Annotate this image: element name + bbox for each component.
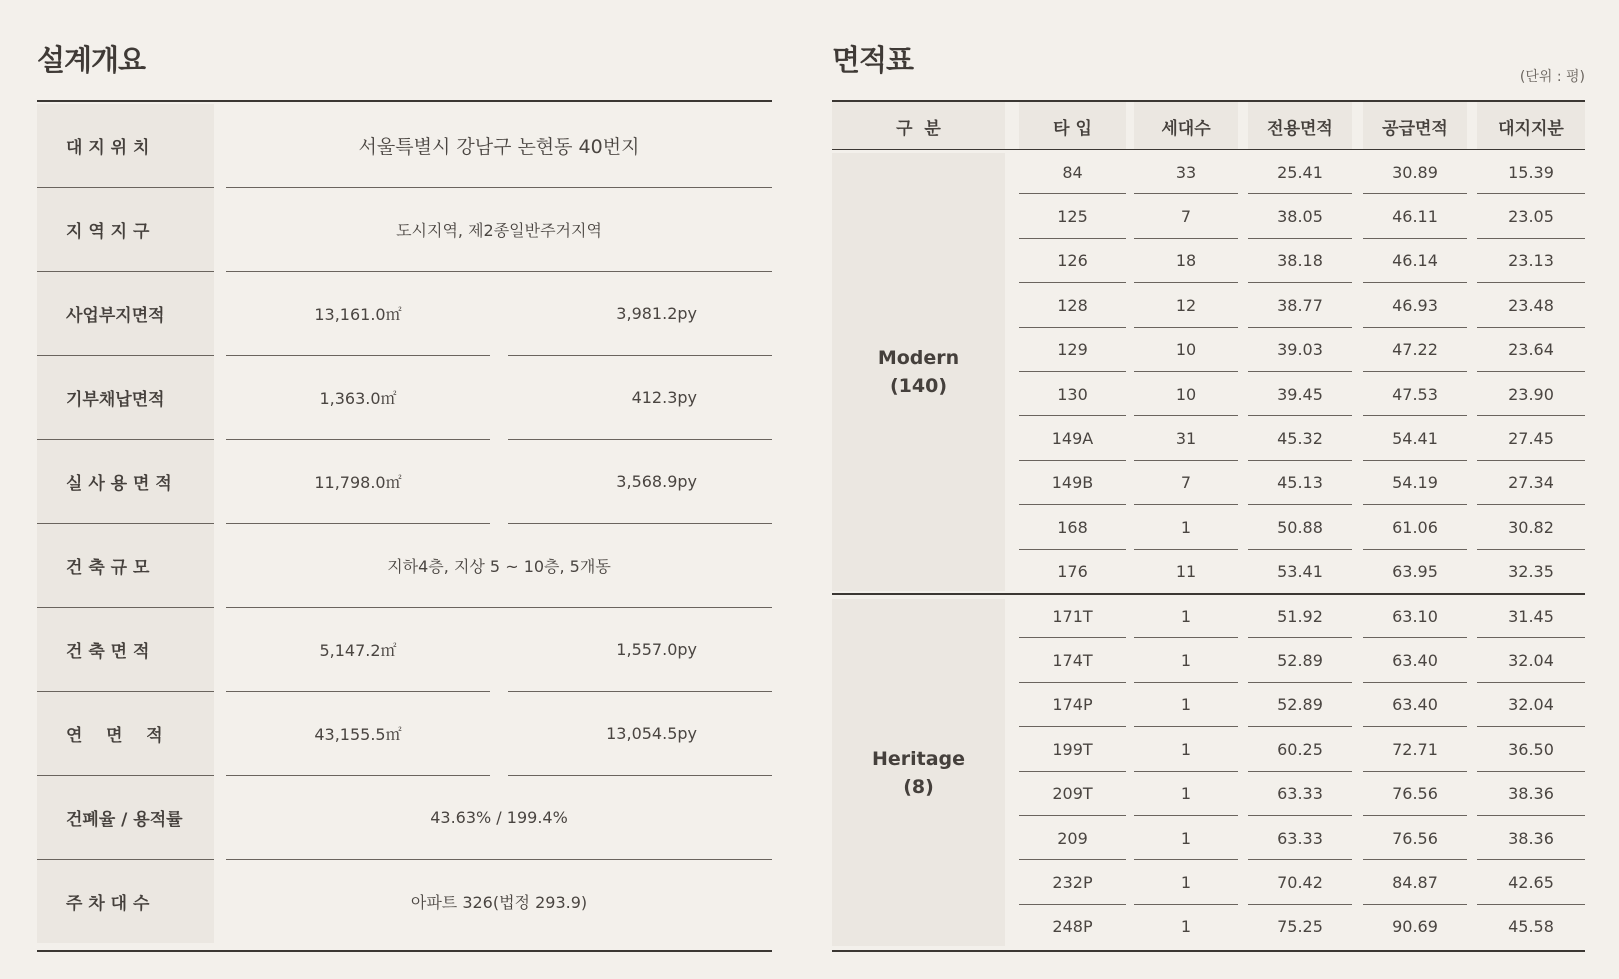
table-cell: 209	[1057, 828, 1088, 848]
table-bottom-rule	[832, 950, 1585, 952]
table-cell: 1	[1180, 872, 1192, 892]
table-cell: 54.19	[1392, 473, 1438, 493]
table-cell: 42.65	[1508, 872, 1554, 892]
table-cell: 84.87	[1392, 872, 1438, 892]
table-cell: 126	[1057, 251, 1088, 271]
design-overview-title: 설계개요	[37, 43, 146, 77]
row-label: 기부채납면적	[37, 356, 214, 439]
table-cell: 7	[1180, 473, 1192, 493]
row-label: 연 면 적	[37, 692, 214, 775]
table-cell: 38.36	[1508, 828, 1554, 848]
table-cell: 76.56	[1392, 784, 1438, 804]
table-cell: 53.41	[1277, 562, 1323, 582]
table-cell: 1	[1180, 517, 1192, 537]
table-cell: 46.93	[1392, 295, 1438, 315]
table-cell: 18	[1175, 251, 1197, 271]
table-cell: 174P	[1052, 695, 1093, 715]
table-cell: 36.50	[1508, 739, 1554, 759]
table-cell: 23.90	[1508, 384, 1554, 404]
overview-row	[37, 188, 772, 272]
unit-note: (단위 : 평)	[1519, 69, 1585, 85]
area-py-value: 412.3py	[631, 388, 697, 407]
column-header: 세대수	[1134, 102, 1238, 150]
row-label: 사업부지면적	[37, 272, 214, 355]
table-cell: 50.88	[1277, 517, 1323, 537]
row-label: 실 사 용 면 적	[37, 440, 214, 523]
table-cell: 1	[1180, 917, 1192, 937]
table-cell: 63.95	[1392, 562, 1438, 582]
row-value: 서울특별시 강남구 논현동 40번지	[358, 136, 640, 158]
table-cell: 31.45	[1508, 606, 1554, 626]
table-cell: 33	[1175, 162, 1197, 182]
table-cell: 1	[1180, 606, 1192, 626]
table-cell: 61.06	[1392, 517, 1438, 537]
table-cell: 46.11	[1392, 206, 1438, 226]
table-cell: 23.13	[1508, 251, 1554, 271]
area-table-title: 면적표	[832, 43, 914, 77]
table-cell: 76.56	[1392, 828, 1438, 848]
table-cell: 15.39	[1508, 162, 1554, 182]
group-name: Heritage	[871, 747, 966, 770]
table-cell: 32.35	[1508, 562, 1554, 582]
table-cell: 11	[1175, 562, 1197, 582]
table-cell: 32.04	[1508, 650, 1554, 670]
table-cell: 1	[1180, 739, 1192, 759]
group-name: Modern	[877, 347, 960, 369]
table-cell: 7	[1180, 206, 1192, 226]
table-cell: 128	[1057, 295, 1088, 315]
table-cell: 171T	[1052, 606, 1093, 626]
overview-row	[37, 860, 772, 944]
table-cell: 45.32	[1277, 428, 1323, 448]
table-cell: 23.05	[1508, 206, 1554, 226]
table-cell: 232P	[1052, 872, 1093, 892]
area-py-cell	[508, 356, 772, 439]
area-m2-value: 11,798.0㎡	[314, 473, 402, 492]
table-cell: 63.40	[1392, 695, 1438, 715]
table-cell: 199T	[1052, 739, 1093, 759]
table-cell: 32.04	[1508, 695, 1554, 715]
row-label: 대 지 위 치	[37, 104, 214, 187]
overview-row	[37, 608, 772, 692]
row-label: 건폐율 / 용적률	[37, 776, 214, 859]
table-cell: 38.18	[1277, 251, 1323, 271]
table-cell: 149A	[1051, 428, 1094, 448]
table-cell: 31	[1175, 428, 1197, 448]
row-value: 43.63% / 199.4%	[430, 808, 568, 827]
table-cell: 39.03	[1277, 340, 1323, 360]
area-py-cell	[508, 608, 772, 691]
table-cell: 63.40	[1392, 650, 1438, 670]
column-header: 구 분	[832, 102, 1005, 150]
table-cell: 84	[1062, 162, 1083, 182]
table-cell: 30.82	[1508, 517, 1554, 537]
table-cell: 209T	[1052, 784, 1093, 804]
table-cell: 30.89	[1392, 162, 1438, 182]
area-py-value: 13,054.5py	[606, 724, 697, 743]
row-value: 지하4층, 지상 5 ~ 10층, 5개동	[387, 557, 611, 576]
table-cell: 45.13	[1277, 473, 1323, 493]
area-py-value: 3,981.2py	[616, 304, 697, 323]
table-cell: 1	[1180, 828, 1192, 848]
table-cell: 47.22	[1392, 340, 1438, 360]
area-py-value: 3,568.9py	[616, 472, 697, 491]
table-cell: 12	[1175, 295, 1197, 315]
table-cell: 60.25	[1277, 739, 1323, 759]
table-cell: 63.33	[1277, 784, 1323, 804]
table-cell: 72.71	[1392, 739, 1438, 759]
table-cell: 1	[1180, 784, 1192, 804]
table-cell: 10	[1175, 384, 1197, 404]
table-cell: 63.10	[1392, 606, 1438, 626]
table-cell: 176	[1057, 562, 1088, 582]
overview-row	[37, 356, 772, 440]
table-cell: 38.36	[1508, 784, 1554, 804]
column-header: 대지지분	[1477, 102, 1585, 150]
overview-row	[37, 776, 772, 860]
table-cell: 70.42	[1277, 872, 1323, 892]
table-cell: 52.89	[1277, 650, 1323, 670]
table-cell: 125	[1057, 206, 1088, 226]
column-header: 전용면적	[1248, 102, 1352, 150]
group-label-cell	[832, 599, 1005, 946]
table-cell: 1	[1180, 650, 1192, 670]
area-m2-value: 1,363.0㎡	[319, 389, 397, 408]
table-cell: 38.05	[1277, 206, 1323, 226]
table-cell: 149B	[1051, 473, 1094, 493]
area-py-cell	[508, 692, 772, 775]
table-cell: 130	[1057, 384, 1088, 404]
area-py-cell	[508, 272, 772, 355]
table-cell: 23.48	[1508, 295, 1554, 315]
table-cell: 45.58	[1508, 917, 1554, 937]
row-value: 도시지역, 제2종일반주거지역	[396, 221, 602, 240]
table-cell: 25.41	[1277, 162, 1323, 182]
table-cell: 63.33	[1277, 828, 1323, 848]
group-count: (8)	[903, 775, 934, 798]
column-header: 타 입	[1019, 102, 1126, 150]
overview-row	[37, 692, 772, 776]
table-cell: 38.77	[1277, 295, 1323, 315]
table-cell: 47.53	[1392, 384, 1438, 404]
table-cell: 10	[1175, 340, 1197, 360]
table-cell: 54.41	[1392, 428, 1438, 448]
area-m2-value: 43,155.5㎡	[314, 725, 402, 744]
table-cell: 23.64	[1508, 340, 1554, 360]
table-cell: 90.69	[1392, 917, 1438, 937]
overview-row	[37, 440, 772, 524]
table-cell: 129	[1057, 340, 1088, 360]
group-label	[872, 745, 965, 801]
row-label: 주 차 대 수	[37, 860, 214, 943]
table-cell: 75.25	[1277, 917, 1323, 937]
overview-row	[37, 272, 772, 356]
overview-row	[37, 104, 772, 188]
table-cell: 46.14	[1392, 251, 1438, 271]
group-label	[878, 344, 959, 400]
table-cell: 27.45	[1508, 428, 1554, 448]
area-m2-value: 13,161.0㎡	[314, 305, 402, 324]
table-cell: 168	[1057, 517, 1088, 537]
area-py-cell	[508, 440, 772, 523]
table-cell: 52.89	[1277, 695, 1323, 715]
table-cell: 174T	[1052, 650, 1093, 670]
area-m2-value: 5,147.2㎡	[319, 641, 397, 660]
table-cell: 27.34	[1508, 473, 1554, 493]
group-label-cell	[832, 153, 1005, 591]
table-cell: 51.92	[1277, 606, 1323, 626]
row-label: 지 역 지 구	[37, 188, 214, 271]
overview-row	[37, 524, 772, 608]
table-bottom-rule	[37, 950, 772, 952]
row-label: 건 축 면 적	[37, 608, 214, 691]
row-label: 건 축 규 모	[37, 524, 214, 607]
column-header: 공급면적	[1363, 102, 1467, 150]
table-cell: 39.45	[1277, 384, 1323, 404]
table-cell: 248P	[1052, 917, 1093, 937]
group-count: (140)	[889, 375, 948, 397]
row-value: 아파트 326(법정 293.9)	[410, 893, 588, 912]
table-cell: 1	[1180, 695, 1192, 715]
area-py-value: 1,557.0py	[616, 640, 697, 659]
table-top-rule	[37, 100, 772, 102]
